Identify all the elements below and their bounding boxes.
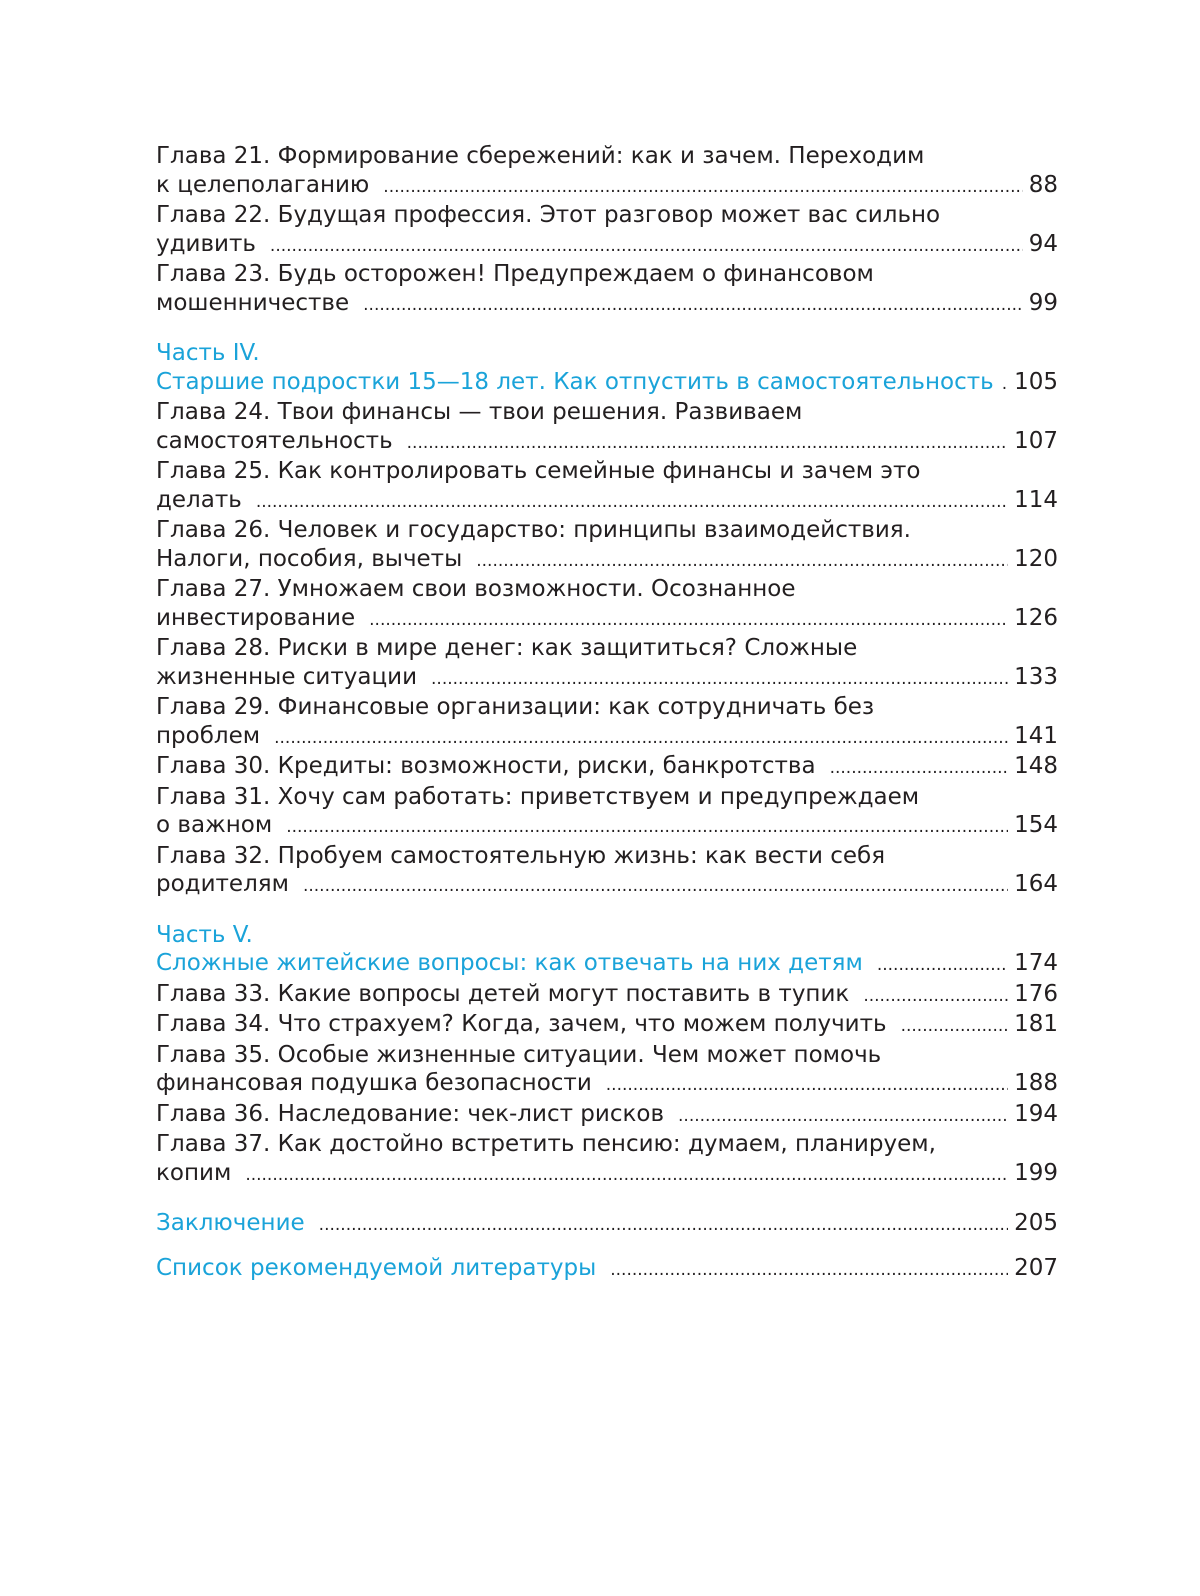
chapter-title-continued: проблем: [156, 722, 261, 749]
toc-entry-chapter-30[interactable]: [156, 752, 1058, 783]
chapter-title: Глава 23. Будь осторожен! Предупреждаем о финансовом: [156, 261, 874, 287]
page-number: 148: [1014, 753, 1058, 779]
chapter-title: Глава 30. Кредиты: возможности, риски, банкротства: [156, 753, 816, 779]
chapter-title: Глава 34. Что страхуем? Когда, зачем, что можем получить: [156, 1011, 887, 1037]
chapter-title: Глава 33. Какие вопросы детей могут поставить в тупик: [156, 980, 850, 1007]
toc-entry-conclusion[interactable]: [156, 1209, 1058, 1240]
chapter-title: Глава 35. Особые жизненные ситуации. Чем может помочь: [156, 1041, 882, 1068]
dot-leader: [830, 754, 1009, 783]
dot-leader: [1002, 370, 1008, 399]
toc-entry-chapter-28[interactable]: [156, 634, 1058, 693]
chapter-title-continued: удивить: [156, 230, 256, 257]
toc-entry-chapter-33[interactable]: [156, 980, 1058, 1011]
page-number: 133: [1014, 663, 1058, 690]
chapter-title-continued: копим: [156, 1159, 232, 1186]
dot-leader: [901, 1012, 1009, 1041]
toc-entry-chapter-37[interactable]: [156, 1130, 1058, 1189]
toc-entry-chapter-25[interactable]: [156, 457, 1058, 516]
dot-leader: [678, 1102, 1008, 1131]
page-number: 126: [1014, 604, 1058, 631]
chapter-title-continued: инвестирование: [156, 604, 356, 631]
page-number: 181: [1014, 1011, 1058, 1037]
page-number: 207: [1014, 1254, 1058, 1281]
toc-entry-chapter-31[interactable]: [156, 783, 1058, 842]
dot-leader: [863, 982, 1008, 1011]
toc-entry-chapter-35[interactable]: [156, 1041, 1058, 1100]
chapter-title-continued: жизненные ситуации: [156, 663, 418, 690]
page-number: 164: [1014, 871, 1058, 897]
toc-entry-literature[interactable]: [156, 1254, 1058, 1285]
toc-entry-chapter-26[interactable]: [156, 516, 1058, 575]
chapter-title-continued: мошенничестве: [156, 289, 350, 316]
dot-leader: [274, 724, 1008, 753]
toc-entry-chapter-29[interactable]: [156, 693, 1058, 752]
dot-leader: [363, 291, 1023, 320]
chapter-title-continued: самостоятельность: [156, 427, 393, 454]
toc-entry-chapter-23[interactable]: [156, 260, 1058, 319]
dot-leader: [610, 1256, 1008, 1285]
dot-leader: [431, 665, 1008, 694]
page-number: 94: [1028, 230, 1058, 257]
dot-leader: [286, 813, 1008, 842]
chapter-title: Глава 32. Пробуем самостоятельную жизнь: как вести себя: [156, 842, 886, 869]
part-label: Часть V.: [156, 921, 253, 948]
page-number: 176: [1014, 980, 1058, 1007]
page-number: 205: [1014, 1210, 1058, 1236]
page-number: 88: [1028, 171, 1058, 198]
chapter-title: Глава 25. Как контролировать семейные финансы и зачем это: [156, 458, 921, 484]
page-number: 114: [1014, 486, 1058, 513]
dot-leader: [877, 951, 1008, 980]
toc-entry-chapter-24[interactable]: [156, 398, 1058, 457]
part-label: Часть IV.: [156, 340, 260, 366]
part-title: Старшие подростки 15—18 лет. Как отпустить в самостоятельность: [156, 368, 994, 395]
dot-leader: [245, 1161, 1008, 1190]
page-number: 107: [1014, 427, 1058, 454]
page-number: 199: [1014, 1159, 1058, 1186]
toc-entry-chapter-27[interactable]: [156, 575, 1058, 634]
page-number: 154: [1014, 812, 1058, 838]
toc-entry-part-4[interactable]: [156, 339, 1058, 398]
page-number: 105: [1014, 368, 1058, 395]
page-number: 141: [1014, 722, 1058, 749]
page-number: 99: [1028, 289, 1058, 316]
dot-leader: [319, 1211, 1008, 1240]
dot-leader: [270, 232, 1023, 261]
chapter-title: Глава 22. Будущая профессия. Этот разговор может вас сильно: [156, 202, 941, 228]
toc-entry-chapter-32[interactable]: [156, 842, 1058, 901]
chapter-title-continued: финансовая подушка безопасности: [156, 1070, 592, 1096]
dot-leader: [256, 488, 1008, 517]
chapter-title: Глава 28. Риски в мире денег: как защититься? Сложные: [156, 635, 858, 661]
toc-entry-chapter-34[interactable]: [156, 1010, 1058, 1041]
chapter-title: Глава 36. Наследование: чек-лист рисков: [156, 1100, 665, 1127]
chapter-title: Глава 21. Формирование сбережений: как и зачем. Переходим: [156, 143, 925, 169]
chapter-title-continued: о важном: [156, 812, 273, 838]
toc-entry-chapter-22[interactable]: [156, 201, 1058, 260]
page-number: 120: [1014, 545, 1058, 572]
toc-entry-chapter-21[interactable]: [156, 142, 1058, 201]
dot-leader: [407, 429, 1008, 458]
table-of-contents: [156, 142, 1058, 1284]
chapter-title: Глава 37. Как достойно встретить пенсию: думаем, планируем,: [156, 1131, 936, 1157]
chapter-title: Глава 26. Человек и государство: принципы взаимодействия.: [156, 517, 911, 543]
chapter-title-continued: делать: [156, 486, 242, 513]
chapter-title: Глава 24. Твои финансы — твои решения. Развиваем: [156, 399, 803, 425]
chapter-title-continued: Налоги, пособия, вычеты: [156, 545, 463, 572]
literature-title: Список рекомендуемой литературы: [156, 1254, 597, 1281]
conclusion-title: Заключение: [156, 1210, 305, 1236]
chapter-title-continued: родителям: [156, 871, 289, 897]
toc-entry-chapter-36[interactable]: [156, 1100, 1058, 1131]
page-number: 188: [1014, 1070, 1058, 1096]
dot-leader: [476, 547, 1008, 576]
dot-leader: [369, 606, 1008, 635]
chapter-title: Глава 27. Умножаем свои возможности. Осознанное: [156, 576, 796, 602]
page-number: 174: [1014, 950, 1058, 976]
page-number: 194: [1014, 1100, 1058, 1127]
dot-leader: [383, 173, 1022, 202]
part-title: Сложные житейские вопросы: как отвечать на них детям: [156, 950, 863, 976]
toc-entry-part-5[interactable]: [156, 921, 1058, 980]
chapter-title: Глава 31. Хочу сам работать: приветствуем и предупреждаем: [156, 783, 920, 810]
chapter-title: Глава 29. Финансовые организации: как сотрудничать без: [156, 694, 875, 720]
chapter-title-continued: к целеполаганию: [156, 171, 370, 198]
dot-leader: [303, 872, 1008, 901]
dot-leader: [606, 1071, 1008, 1100]
